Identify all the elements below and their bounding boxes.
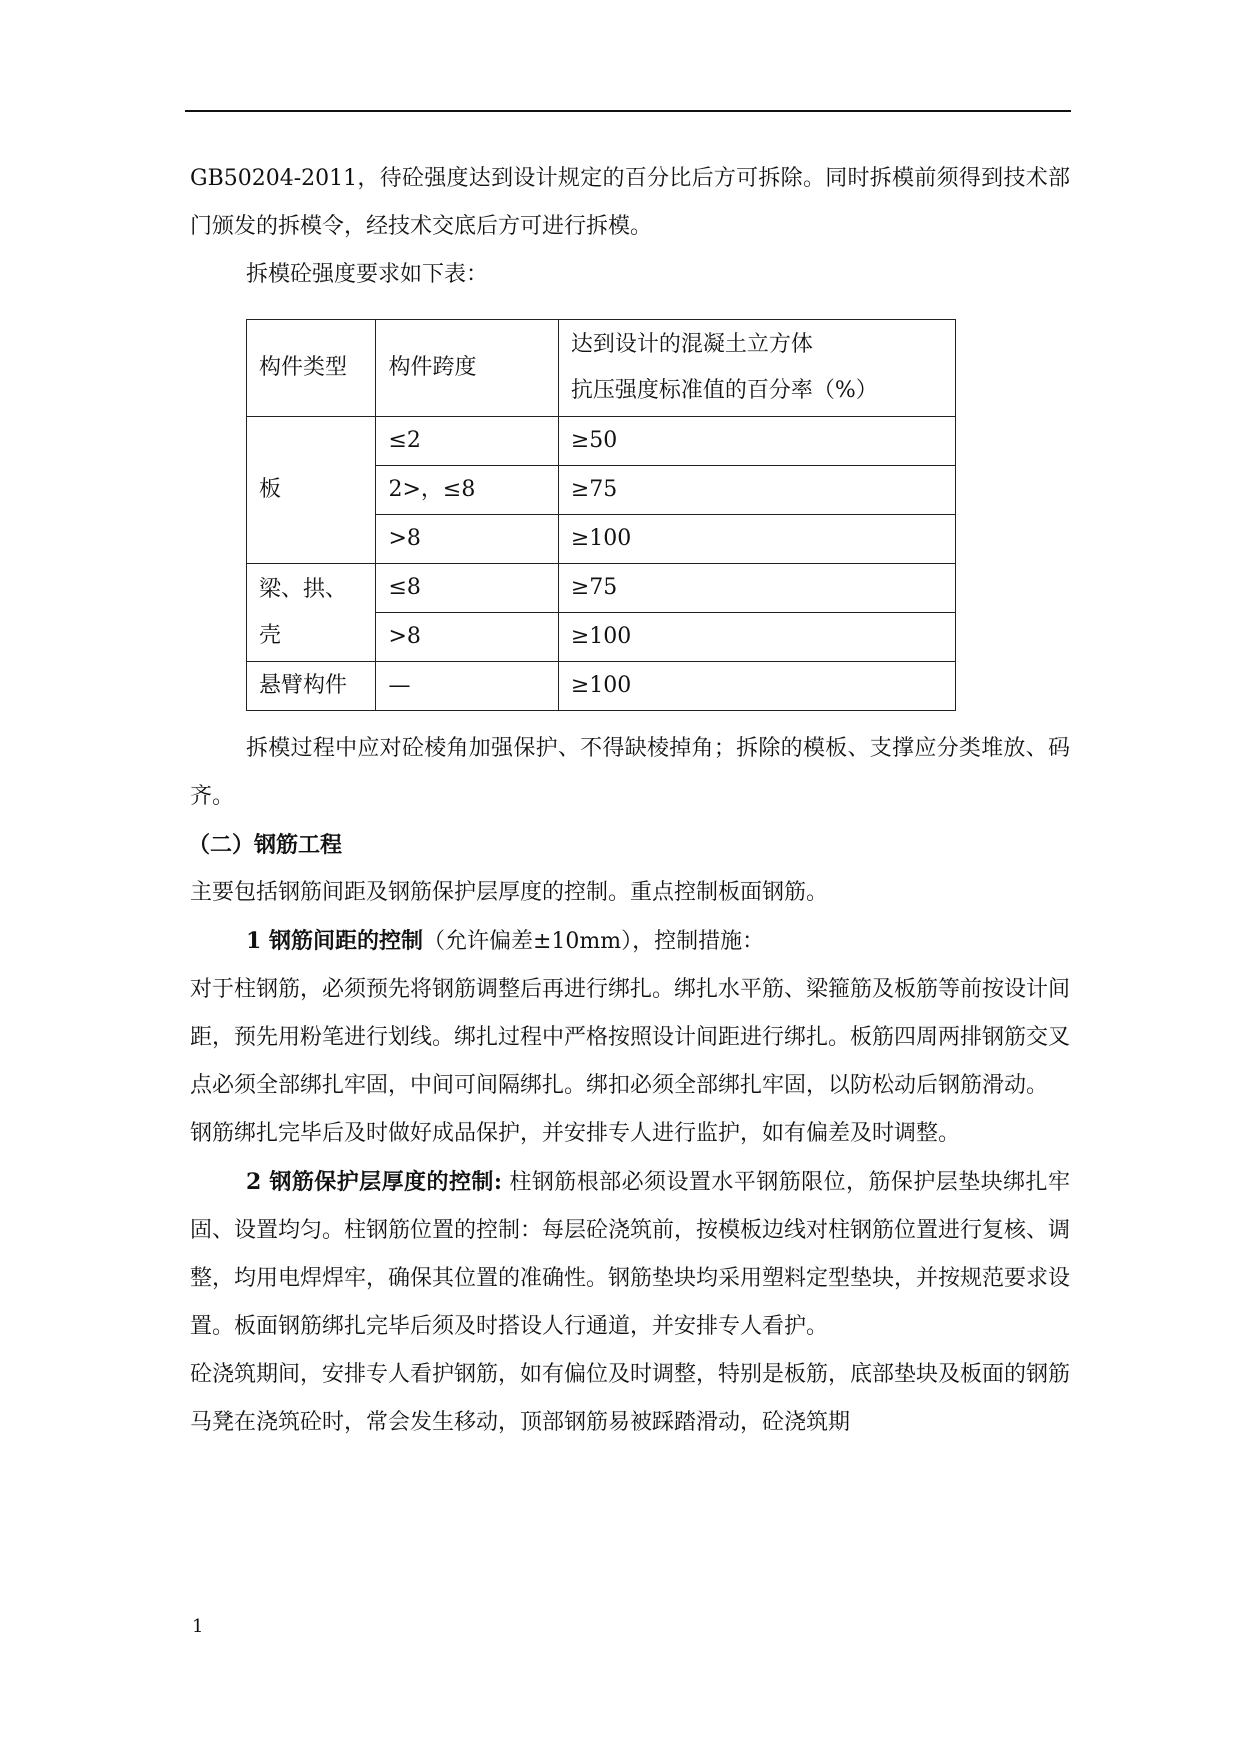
table-header-row — [247, 320, 956, 417]
header-member-type: 构件类型 — [247, 320, 376, 417]
page-number: 1 — [192, 1616, 204, 1637]
table-row — [247, 417, 956, 466]
cell-slab-value-1: ≥50 — [558, 417, 955, 466]
cell-beam-span-2: >8 — [376, 613, 558, 662]
cell-beam-type-line2: 壳 — [259, 622, 282, 648]
item-1-text: （允许偏差±10mm），控制措施： — [422, 929, 765, 954]
item-2-text: 柱钢筋根部必须设置水平钢筋限位，筋保护层垫块绑扎牢固、设置均匀。柱钢筋位置的控制：每层砼浇筑前，按模板边线对柱钢筋位置进行复核、调整，均用电焊焊牢，确保其位置的准确性。钢筋垫块均采用塑料定型垫块，并按规范要求设置。板面钢筋绑扎完毕后须及时搭设人行通道，并安排专人看护。 — [190, 1170, 1071, 1339]
paragraph-pouring-watch: 砼浇筑期间，安排专人看护钢筋，如有偏位及时调整，特别是板筋，底部垫块及板面的钢筋马凳在浇筑砼时，常会发生移动，顶部钢筋易被踩踏滑动，砼浇筑期 — [190, 1362, 1071, 1435]
paragraph-rebar-overview: 主要包括钢筋间距及钢筋保护层厚度的控制。重点控制板面钢筋。 — [190, 880, 829, 905]
document-body — [190, 155, 1070, 1447]
header-strength-line2: 抗压强度标准值的百分率（%） — [570, 378, 878, 403]
paragraph-removal-protection: 拆模过程中应对砼棱角加强保护、不得缺棱掉角；拆除的模板、支撑应分类堆放、码齐。 — [190, 736, 1070, 809]
header-rule — [185, 110, 1071, 112]
header-strength-line1: 达到设计的混凝土立方体 — [570, 332, 813, 357]
table-row — [247, 662, 956, 711]
section-heading-rebar: （二）钢筋工程 — [188, 832, 343, 858]
item-1-heading: 1 钢筋间距的控制 — [246, 928, 423, 954]
cell-beam-value-1: ≥75 — [558, 564, 955, 613]
cell-cantilever-span: — — [376, 662, 558, 711]
cell-slab-span-2: 2>，≤8 — [376, 466, 558, 515]
cell-slab-span-1: ≤2 — [376, 417, 558, 466]
formwork-removal-strength-table — [246, 319, 956, 711]
cell-slab-value-2: ≥75 — [558, 466, 955, 515]
cell-cantilever-value: ≥100 — [558, 662, 955, 711]
table-row — [247, 564, 956, 613]
paragraph-item-2 — [190, 1158, 1070, 1351]
paragraph-removal-standard: GB50204-2011，待砼强度达到设计规定的百分比后方可拆除。同时拆模前须得到技术部门颁发的拆模令，经技术交底后方可进行拆模。 — [190, 166, 1070, 239]
cell-cantilever-type: 悬臂构件 — [247, 662, 376, 711]
cell-beam-type — [247, 564, 376, 662]
item-2-heading: 2 钢筋保护层厚度的控制: — [246, 1169, 502, 1195]
paragraph-item-1 — [190, 917, 1070, 966]
cell-slab-value-3: ≥100 — [558, 515, 955, 564]
cell-slab-span-3: >8 — [376, 515, 558, 564]
cell-beam-type-line1: 梁、拱、 — [259, 576, 348, 602]
cell-beam-value-2: ≥100 — [558, 613, 955, 662]
cell-slab-type: 板 — [247, 417, 376, 564]
cell-beam-span-1: ≤8 — [376, 564, 558, 613]
paragraph-column-rebar: 对于柱钢筋，必须预先将钢筋调整后再进行绑扎。绑扎水平筋、梁箍筋及板筋等前按设计间距，预先用粉笔进行划线。绑扎过程中严格按照设计间距进行绑扎。板筋四周两排钢筋交叉点必须全部绑扎牢固，中间可间隔绑扎。绑扣必须全部绑扎牢固，以防松动后钢筋滑动。 — [190, 977, 1071, 1098]
paragraph-rebar-protection: 钢筋绑扎完毕后及时做好成品保护，并安排专人进行监护，如有偏差及时调整。 — [190, 1121, 961, 1146]
header-member-span: 构件跨度 — [376, 320, 558, 417]
paragraph-table-intro: 拆模砼强度要求如下表： — [246, 262, 489, 287]
header-strength-percent — [558, 320, 955, 417]
